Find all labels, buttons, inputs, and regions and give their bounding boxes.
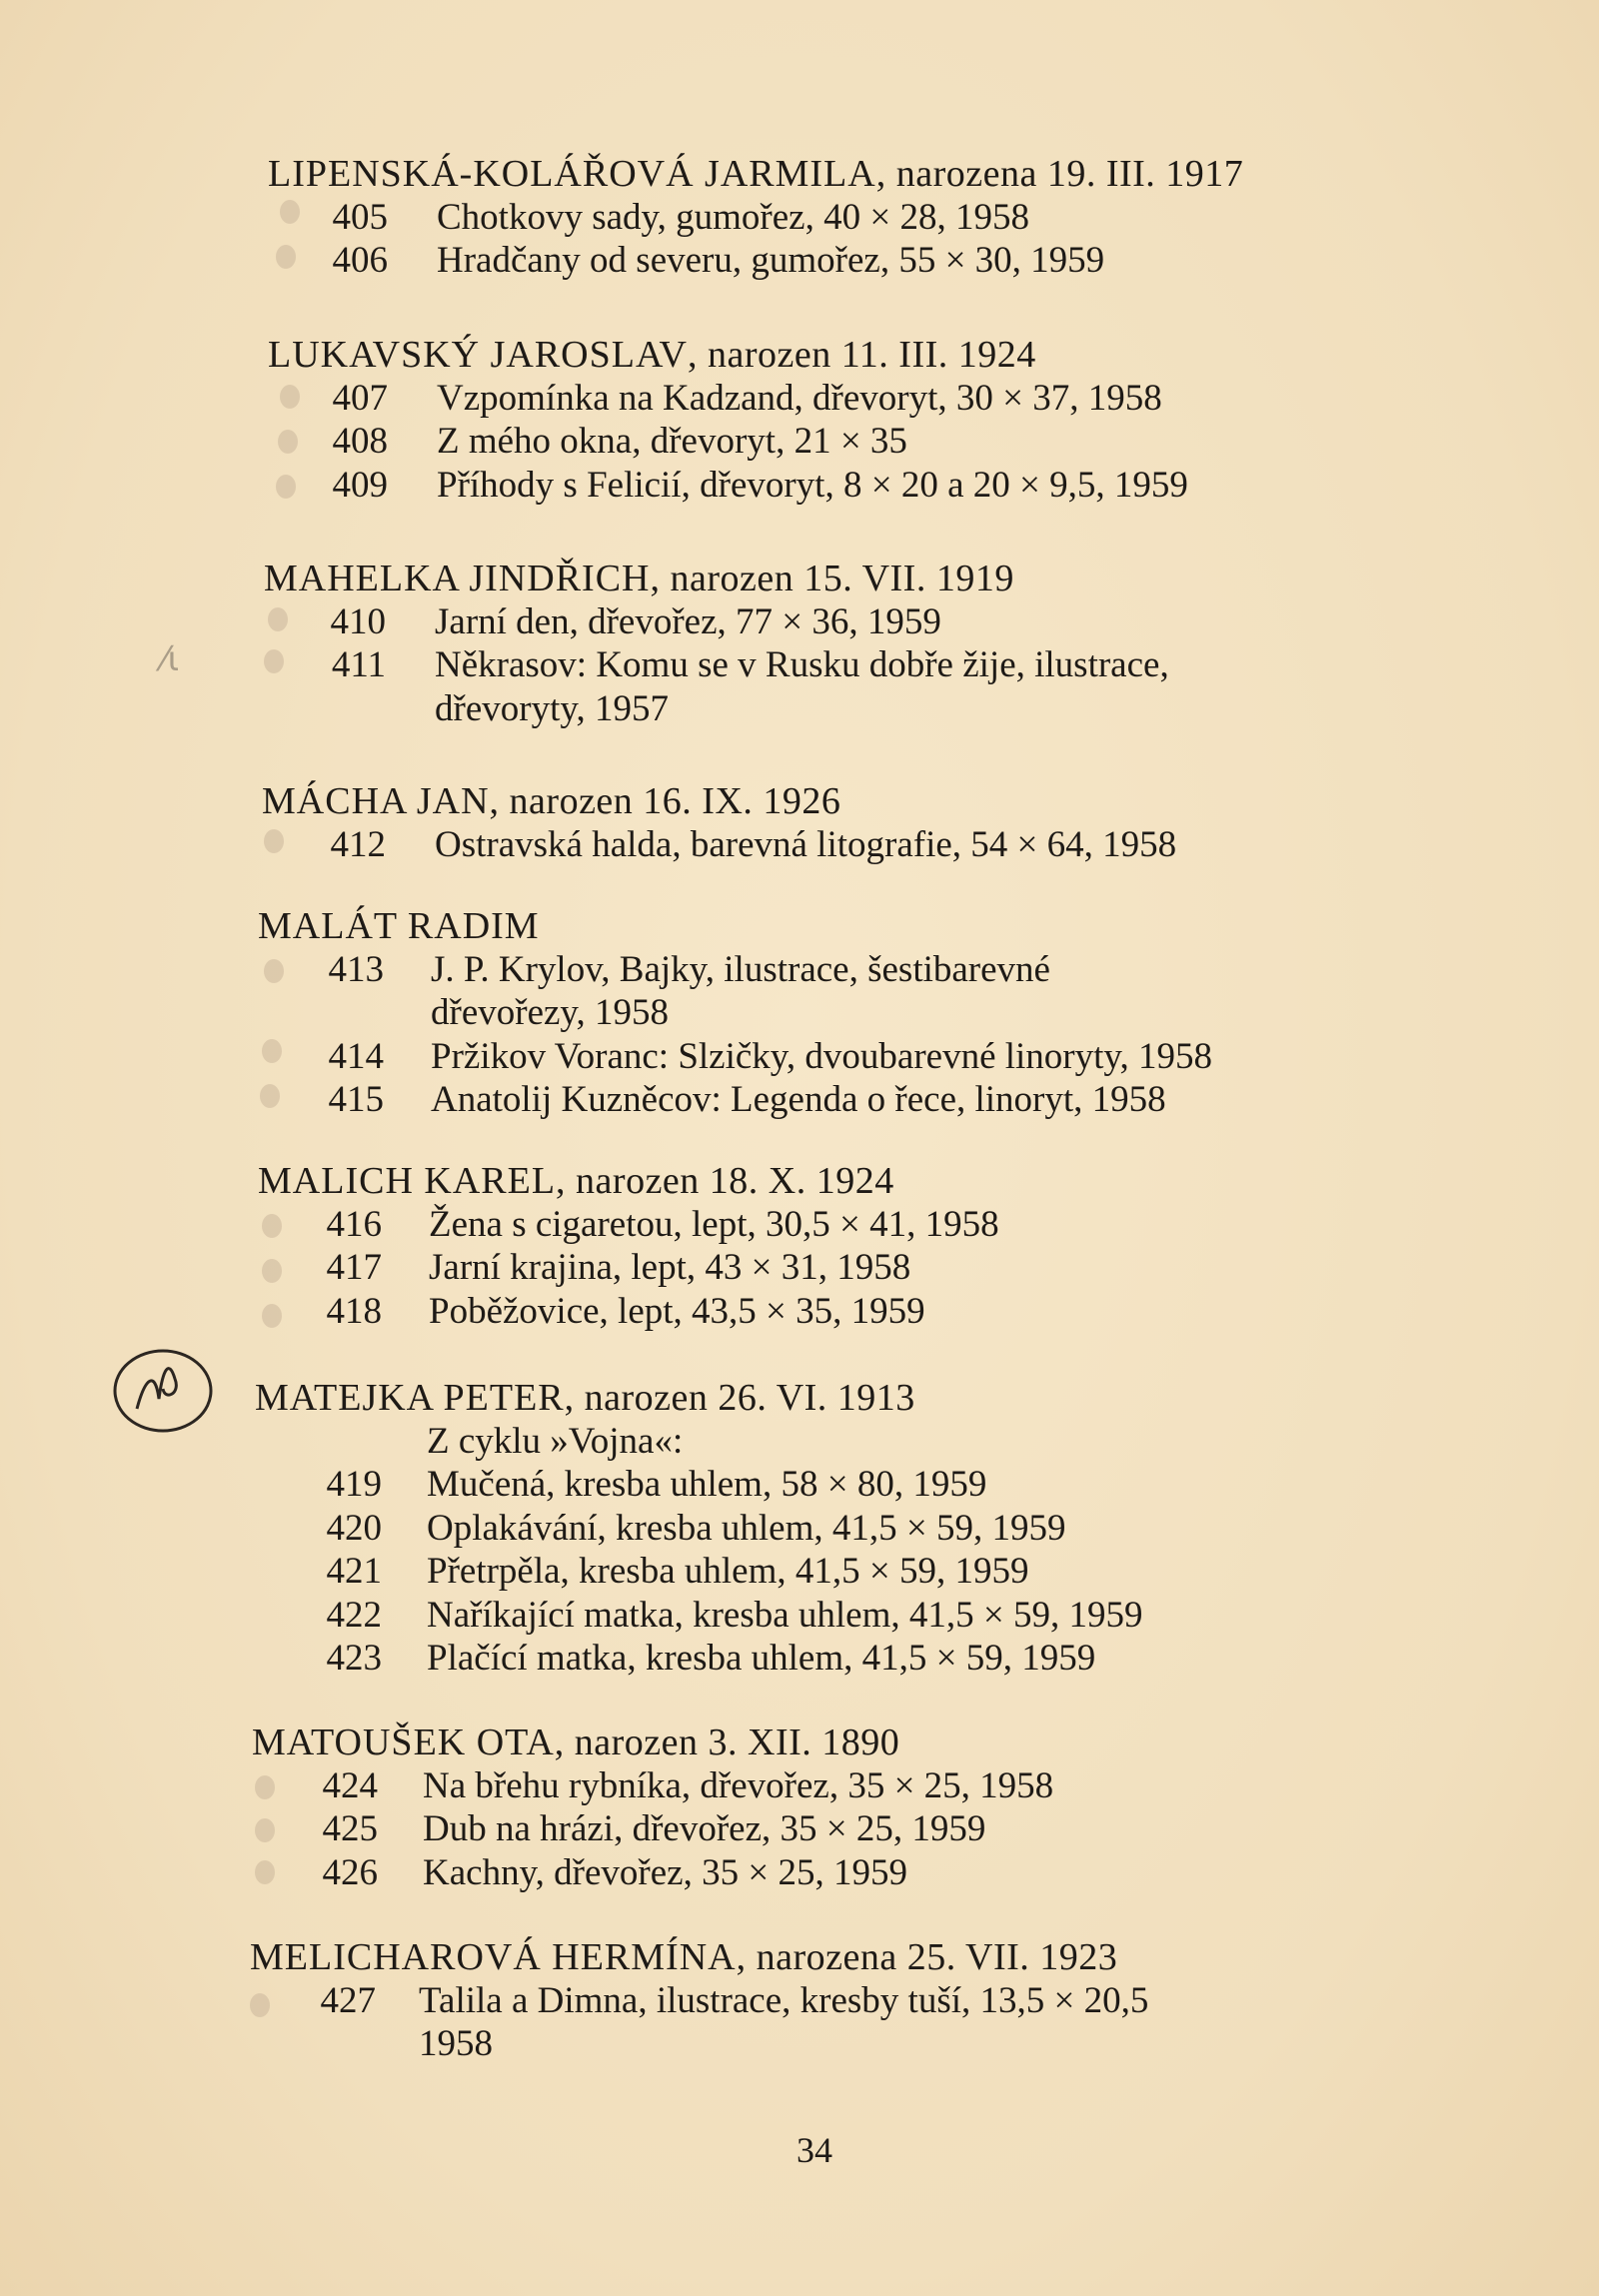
artist-birth: , narozen 18. X. 1924 (556, 1160, 894, 1202)
pencil-dot (278, 430, 298, 454)
artist-heading (268, 333, 1036, 377)
work-title: Mučená, kresba uhlem, 58 × 80, 1959 (427, 1464, 987, 1505)
work-title: Pržikov Voranc: Slzičky, dvoubarevné linoryty, 1958 (431, 1035, 1213, 1077)
artist-name: LUKAVSKÝ JAROSLAV (268, 334, 688, 376)
pencil-dot (255, 1860, 275, 1884)
work-title: Dub na hrázi, dřevořez, 35 × 25, 1959 (423, 1808, 986, 1849)
work-number: 424 (322, 1764, 378, 1806)
pencil-circle-mark-icon (105, 1339, 225, 1439)
work-number: 420 (326, 1507, 382, 1549)
work-title: Na břehu rybníka, dřevořez, 35 × 25, 1958 (423, 1764, 1054, 1806)
pencil-dot (264, 649, 284, 673)
artist-heading (262, 779, 840, 823)
work-number: 409 (332, 464, 388, 506)
artist-birth: , narozen 26. VI. 1913 (564, 1377, 915, 1419)
artist-heading (264, 557, 1014, 600)
artist-heading (255, 1376, 915, 1420)
work-title: Z mého okna, dřevoryt, 21 × 35 (437, 421, 907, 462)
work-number: 417 (326, 1247, 382, 1288)
work-title: Jarní krajina, lept, 43 × 31, 1958 (429, 1247, 911, 1288)
artist-name: MELICHAROVÁ HERMÍNA (250, 1936, 737, 1978)
work-title-continuation: dřevořezy, 1958 (431, 992, 670, 1033)
pencil-dot (280, 200, 300, 224)
work-title: Jarní den, dřevořez, 77 × 36, 1959 (435, 600, 941, 642)
work-title-continuation: 1958 (419, 2023, 493, 2064)
work-title: Někrasov: Komu se v Rusku dobře žije, ilustrace, (435, 644, 1169, 685)
pencil-dot (262, 1214, 282, 1238)
work-number: 416 (326, 1203, 382, 1245)
artist-heading (268, 152, 1243, 196)
artist-name: LIPENSKÁ-KOLÁŘOVÁ JARMILA (268, 153, 876, 195)
work-number: 408 (332, 421, 388, 462)
work-title: Naříkající matka, kresba uhlem, 41,5 × 59, 1959 (427, 1594, 1143, 1636)
work-number: 411 (331, 644, 386, 685)
pencil-dot (276, 245, 296, 269)
work-number: 407 (332, 377, 388, 419)
work-number: 410 (330, 600, 386, 642)
artist-name: MALÁT RADIM (258, 905, 540, 947)
pencil-dot (264, 829, 284, 853)
artist-name: MATEJKA PETER (255, 1377, 565, 1419)
artist-name: MATOUŠEK OTA (252, 1722, 555, 1763)
pencil-margin-mark: ⁄ɩ (162, 639, 180, 679)
work-title: Poběžovice, lept, 43,5 × 35, 1959 (429, 1290, 925, 1332)
work-title: Anatolij Kuzněcov: Legenda o řece, linoryt, 1958 (431, 1079, 1166, 1120)
work-title: Chotkovy sady, gumořez, 40 × 28, 1958 (437, 196, 1029, 238)
work-number: 427 (320, 1979, 376, 2021)
work-number: 414 (328, 1035, 384, 1077)
artist-birth: , narozena 25. VII. 1923 (736, 1936, 1118, 1978)
pencil-dot (264, 959, 284, 983)
pencil-dot (280, 385, 300, 409)
work-title: Kachny, dřevořez, 35 × 25, 1959 (423, 1851, 907, 1893)
work-title: J. P. Krylov, Bajky, ilustrace, šestibarevné (431, 948, 1050, 990)
pencil-dot (262, 1259, 282, 1283)
work-number: 425 (322, 1808, 378, 1849)
work-title: Příhody s Felicií, dřevoryt, 8 × 20 a 20 × 9,5, 1959 (437, 464, 1188, 506)
work-title: Oplakávání, kresba uhlem, 41,5 × 59, 1959 (427, 1507, 1066, 1549)
pencil-dot (255, 1775, 275, 1799)
artist-heading (258, 1159, 894, 1203)
work-number: 419 (326, 1464, 382, 1505)
pencil-dot (262, 1039, 282, 1063)
work-title: Žena s cigaretou, lept, 30,5 × 41, 1958 (429, 1203, 999, 1245)
pencil-dot (255, 1818, 275, 1842)
artist-birth: , narozen 3. XII. 1890 (554, 1722, 900, 1763)
artist-birth: , narozen 16. IX. 1926 (489, 780, 841, 822)
pencil-dot (260, 1084, 280, 1108)
work-number: 421 (326, 1551, 382, 1592)
artist-birth: , narozen 15. VII. 1919 (650, 558, 1014, 599)
artist-heading (250, 1935, 1117, 1979)
work-title: Vzpomínka na Kadzand, dřevoryt, 30 × 37, 1958 (437, 377, 1162, 419)
work-number: 423 (326, 1638, 382, 1679)
artist-name: MÁCHA JAN (262, 780, 490, 822)
work-number: 412 (330, 823, 386, 865)
work-title: Ostravská halda, barevná litografie, 54 × 64, 1958 (435, 823, 1177, 865)
work-number: 426 (322, 1851, 378, 1893)
pencil-dot (250, 1993, 270, 2017)
artist-birth: , narozena 19. III. 1917 (875, 153, 1244, 195)
work-number: 415 (328, 1079, 384, 1120)
work-number: 418 (326, 1290, 382, 1332)
pencil-dot (276, 475, 296, 499)
work-title-continuation: dřevoryty, 1957 (435, 687, 669, 729)
pencil-dot (268, 607, 288, 631)
work-number: 406 (332, 240, 388, 281)
pencil-dot (262, 1304, 282, 1328)
cycle-subheading: Z cyklu »Vojna«: (427, 1420, 684, 1462)
artist-name: MAHELKA JINDŘICH (264, 558, 651, 599)
work-number: 413 (328, 948, 384, 990)
page-number: 34 (797, 2130, 832, 2170)
work-title: Plačící matka, kresba uhlem, 41,5 × 59, 1959 (427, 1638, 1096, 1679)
work-number: 405 (332, 196, 388, 238)
work-number: 422 (326, 1594, 382, 1636)
artist-birth: , narozen 11. III. 1924 (687, 334, 1036, 376)
artist-heading (252, 1721, 899, 1764)
work-title: Hradčany od severu, gumořez, 55 × 30, 1959 (437, 240, 1105, 281)
work-title: Talila a Dimna, ilustrace, kresby tuší, 13,5 × 20,5 (419, 1979, 1149, 2021)
work-title: Přetrpěla, kresba uhlem, 41,5 × 59, 1959 (427, 1551, 1029, 1592)
artist-name: MALICH KAREL (258, 1160, 557, 1202)
artist-heading (258, 904, 540, 948)
